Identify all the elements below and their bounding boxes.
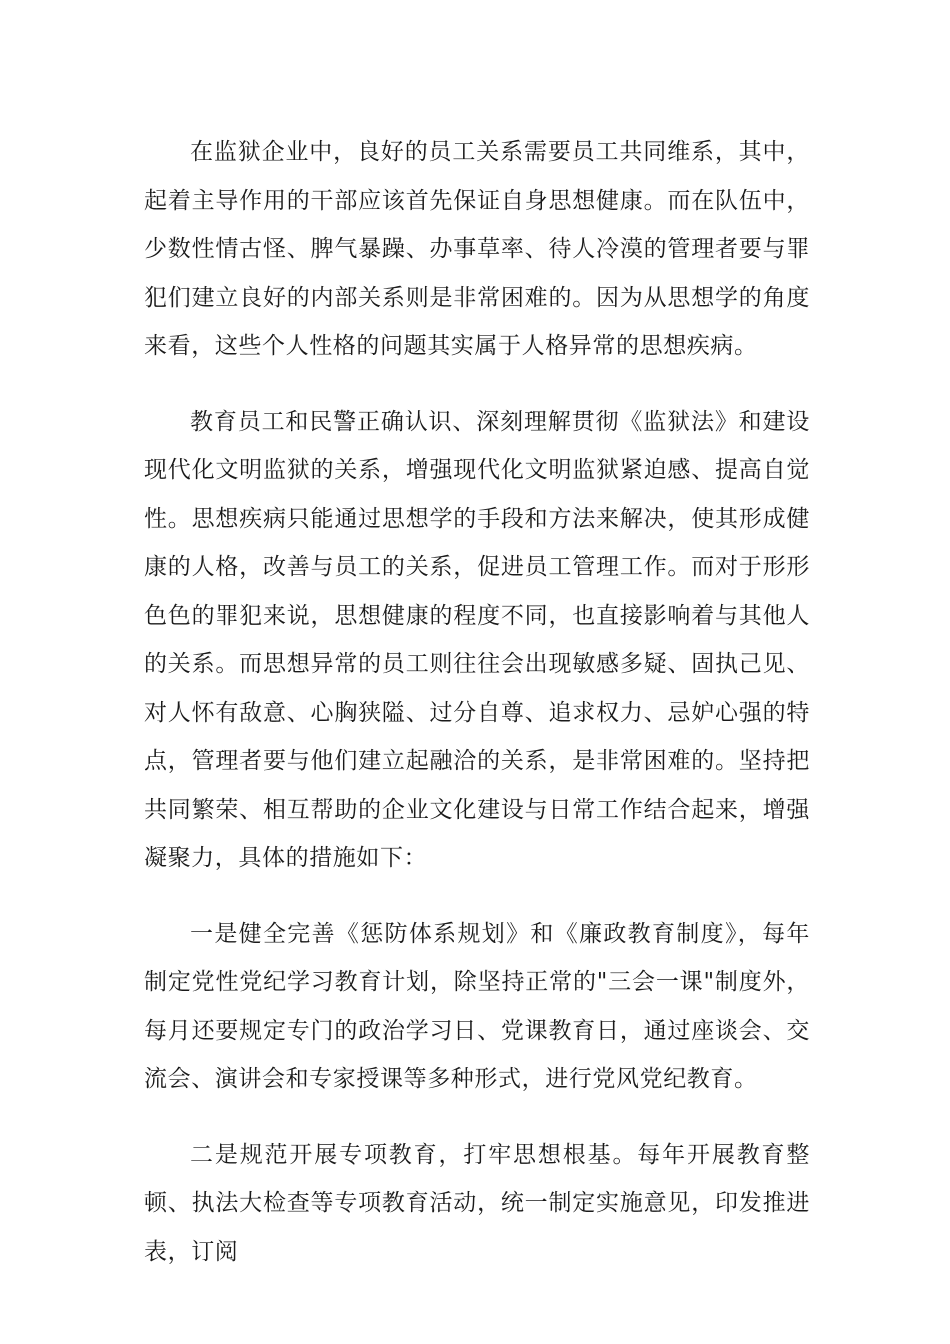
paragraph-2: 教育员工和民警正确认识、深刻理解贯彻《监狱法》和建设现代化文明监狱的关系，增强现代化文明监狱紧迫感、提高自觉性。思想疾病只能通过思想学的手段和方法来解决，使其形成健康的人格，改善与员工的关系，促进员工管理工作。而对于形形色色的罪犯来说，思想健康的程度不同，也直接影响着与其他人的关系。而思想异常的员工则往往会出现敏感多疑、固执己见、对人怀有敌意、心胸狭隘、过分自尊、追求权力、忌妒心强的特点，管理者要与他们建立起融洽的关系，是非常困难的。坚持把共同繁荣、相互帮助的企业文化建设与日常工作结合起来，增强凝聚力，具体的措施如下： (144, 408, 810, 871)
document-body (144, 128, 810, 1303)
paragraph-3: 一是健全完善《惩防体系规划》和《廉政教育制度》，每年制定党性党纪学习教育计划，除坚持正常的"三会一课"制度外，每月还要规定专门的政治学习日、党课教育日，通过座谈会、交流会、演讲会和专家授课等多种形式，进行党风党纪教育。 (144, 920, 810, 1092)
paragraph-4: 二是规范开展专项教育，打牢思想根基。每年开展教育整顿、执法大检查等专项教育活动，统一制定实施意见，印发推进表，订阅 (144, 1141, 810, 1265)
paragraph-1: 在监狱企业中，良好的员工关系需要员工共同维系，其中，起着主导作用的干部应该首先保证自身思想健康。而在队伍中，少数性情古怪、脾气暴躁、办事草率、待人冷漠的管理者要与罪犯们建立良好的内部关系则是非常困难的。因为从思想学的角度来看，这些个人性格的问题其实属于人格异常的思想疾病。 (144, 139, 810, 359)
